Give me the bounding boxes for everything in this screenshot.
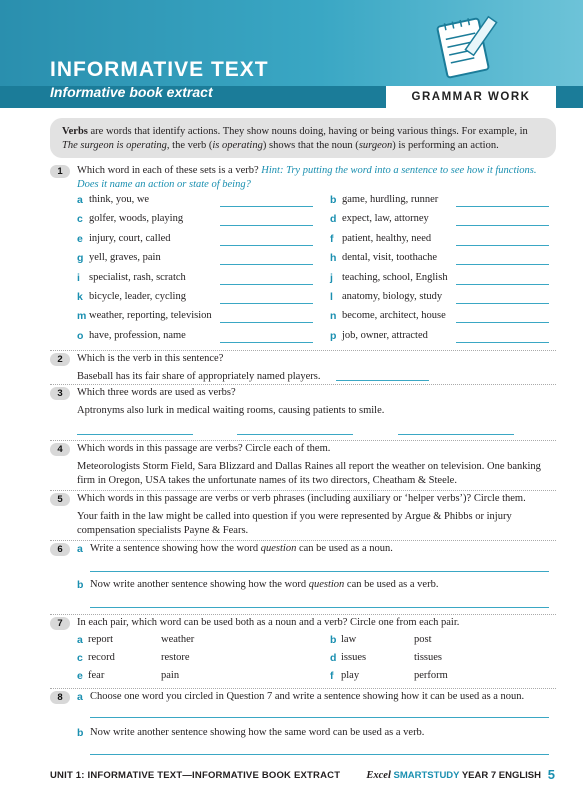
- notepad-pencil-icon: [436, 10, 506, 80]
- intro-box: [50, 118, 556, 158]
- divider: [50, 350, 556, 351]
- pair-letter: c: [77, 652, 83, 664]
- intro-example: surgeon: [358, 140, 393, 151]
- question-hint: Hint: Try putting the word into a sentence to see how it functions. Does it name an action or state of being?: [77, 165, 537, 190]
- option-letter: l: [330, 291, 333, 303]
- option-letter: d: [330, 213, 337, 226]
- pair-letter: d: [330, 652, 337, 664]
- answer-line[interactable]: [220, 225, 313, 226]
- option-words: bicycle, leader, cycling: [89, 291, 186, 302]
- question-text: Which three words are used as verbs?: [77, 387, 236, 398]
- pair-word[interactable]: fear: [88, 670, 105, 681]
- part-letter: a: [77, 543, 83, 555]
- part-letter: b: [77, 579, 84, 591]
- question-text: [77, 164, 557, 192]
- answer-line[interactable]: [220, 342, 313, 343]
- option-letter: i: [77, 271, 80, 284]
- option-words: weather, reporting, television: [89, 310, 212, 322]
- answer-line[interactable]: [398, 434, 514, 435]
- footer-brand-name: Excel: [366, 770, 391, 781]
- intro-text: , the verb (: [166, 140, 213, 151]
- option-letter: o: [77, 329, 84, 342]
- option-letter: b: [330, 194, 337, 206]
- option-letter: e: [77, 232, 83, 245]
- question-text: Choose one word you circled in Question 7 and write a sentence showing how it can be used as a noun.: [90, 691, 525, 702]
- option-words: have, profession, name: [89, 329, 186, 341]
- divider: [50, 614, 556, 615]
- question-text: [90, 578, 570, 592]
- answer-line[interactable]: [77, 434, 193, 435]
- question-text: Which words in this passage are verbs? Circle each of them.: [77, 443, 331, 454]
- question-text-part: Write a sentence showing how the word: [90, 543, 261, 554]
- option-letter: j: [330, 271, 333, 284]
- pair-word[interactable]: weather: [161, 634, 195, 645]
- question-text: In each pair, which word can be used both as a noun and a verb? Circle one from each pair.: [77, 617, 460, 628]
- answer-line[interactable]: [456, 206, 549, 207]
- intro-example: is operating: [212, 140, 263, 151]
- pair-word[interactable]: restore: [161, 652, 190, 663]
- question-text-part: can be used as a noun.: [296, 543, 393, 554]
- divider: [50, 490, 556, 491]
- pair-word[interactable]: perform: [414, 670, 448, 681]
- answer-line[interactable]: [456, 342, 549, 343]
- divider: [50, 440, 556, 441]
- option-words: patient, healthy, need: [342, 232, 432, 244]
- divider: [50, 688, 556, 689]
- footer-unit: UNIT 1: INFORMATIVE TEXT—INFORMATIVE BOOK EXTRACT: [50, 770, 341, 781]
- option-words: yell, graves, pain: [89, 252, 161, 264]
- question-text: Which words in this passage are verbs or verb phrases (including auxiliary or ‘helper verbs’)? Circle them.: [77, 493, 526, 504]
- question-text: [90, 542, 570, 556]
- answer-line[interactable]: [456, 225, 549, 226]
- question-number: 4: [50, 443, 70, 456]
- question-passage: Aptronyms also lurk in medical waiting rooms, causing patients to smile.: [77, 405, 385, 416]
- option-words: teaching, school, English: [342, 271, 448, 283]
- question-text-part: can be used as a verb.: [344, 579, 439, 590]
- option-words: anatomy, biology, study: [342, 291, 443, 302]
- option-words: expect, law, attorney: [342, 213, 429, 225]
- answer-line[interactable]: [456, 245, 549, 246]
- part-letter: a: [77, 691, 83, 703]
- page-title: INFORMATIVE TEXT: [50, 58, 269, 81]
- question-passage: Baseball has its fair share of appropriately named players.: [77, 371, 321, 382]
- pair-letter: f: [330, 670, 334, 682]
- answer-line[interactable]: [90, 717, 549, 718]
- footer-brand: [366, 770, 541, 781]
- intro-term: Verbs: [62, 126, 88, 137]
- option-letter: a: [77, 194, 83, 206]
- intro-text: ) is performing an action.: [392, 140, 499, 151]
- pair-word[interactable]: report: [88, 634, 114, 645]
- answer-line[interactable]: [336, 380, 429, 381]
- answer-line[interactable]: [456, 303, 549, 304]
- pair-word[interactable]: tissues: [414, 652, 443, 663]
- option-words: specialist, rash, scratch: [89, 271, 186, 283]
- option-words: game, hurdling, runner: [342, 194, 439, 205]
- intro-text: are words that identify actions. They show nouns doing, having or being various things. For example, in: [87, 126, 528, 137]
- option-letter: c: [77, 213, 83, 226]
- page-subtitle: Informative book extract: [50, 84, 213, 100]
- option-letter: f: [330, 232, 334, 245]
- question-text: Which is the verb in this sentence?: [77, 353, 224, 364]
- answer-line[interactable]: [456, 322, 549, 323]
- pair-word[interactable]: post: [414, 634, 432, 645]
- question-text-part: question: [260, 543, 297, 554]
- intro-example: The surgeon is operating: [62, 140, 167, 151]
- section-label: GRAMMAR WORK: [386, 86, 556, 108]
- divider: [50, 540, 556, 541]
- question-number: 6: [50, 543, 70, 556]
- answer-line[interactable]: [456, 284, 549, 285]
- question-text-part: Now write another sentence showing how the word: [90, 579, 309, 590]
- option-letter: g: [77, 252, 84, 265]
- option-letter: p: [330, 329, 337, 342]
- answer-line[interactable]: [220, 245, 313, 246]
- pair-letter: a: [77, 634, 83, 646]
- pair-letter: b: [330, 634, 337, 646]
- question-number: 7: [50, 617, 70, 630]
- option-words: become, architect, house: [342, 310, 446, 322]
- option-letter: k: [77, 291, 83, 303]
- answer-line[interactable]: [90, 607, 549, 608]
- option-words: think, you, we: [89, 194, 150, 205]
- question-passage: Your faith in the law might be called into question if you were represented by Argue & Phibbs or injury compensation specialists Payne & Fears.: [77, 511, 512, 536]
- question-text-part: question: [308, 579, 345, 590]
- answer-line[interactable]: [220, 303, 313, 304]
- option-words: job, owner, attracted: [342, 329, 428, 341]
- divider: [50, 384, 556, 385]
- pair-word[interactable]: play: [341, 670, 360, 681]
- answer-line[interactable]: [237, 434, 353, 435]
- pair-letter: e: [77, 670, 83, 682]
- question-passage: Meteorologists Storm Field, Sara Blizzard and Dallas Raines all report the weather on television. One banking firm in Oregon, USA takes the unfortunate names of its two directors, Cheatham & Steele.: [77, 461, 541, 486]
- answer-line[interactable]: [220, 264, 313, 265]
- answer-line[interactable]: [220, 284, 313, 285]
- pair-word[interactable]: pain: [161, 670, 180, 681]
- pair-word[interactable]: record: [88, 652, 115, 663]
- footer-level: YEAR 7 ENGLISH: [461, 770, 541, 781]
- answer-line[interactable]: [90, 754, 549, 755]
- question-text: Now write another sentence showing how the same word can be used as a verb.: [90, 727, 425, 738]
- pair-word[interactable]: issues: [341, 652, 367, 663]
- answer-line[interactable]: [220, 322, 313, 323]
- option-letter: h: [330, 252, 337, 265]
- option-letter: m: [77, 310, 87, 323]
- question-number: 3: [50, 387, 70, 400]
- question-number: 8: [50, 691, 70, 704]
- intro-text: ) shows that the noun (: [262, 140, 359, 151]
- footer-series: SMARTSTUDY: [393, 770, 460, 781]
- page-number: 5: [547, 767, 555, 782]
- part-letter: b: [77, 727, 84, 739]
- option-words: injury, court, called: [89, 232, 171, 244]
- option-words: dental, visit, toothache: [342, 252, 438, 264]
- option-letter: n: [330, 310, 337, 323]
- answer-line[interactable]: [456, 264, 549, 265]
- answer-line[interactable]: [90, 571, 549, 572]
- question-number: 5: [50, 493, 70, 506]
- option-words: golfer, woods, playing: [89, 213, 184, 225]
- pair-word[interactable]: law: [341, 634, 357, 645]
- question-prompt: Which word in each of these sets is a verb?: [77, 165, 262, 176]
- question-number: 2: [50, 353, 70, 366]
- answer-line[interactable]: [220, 206, 313, 207]
- question-number: 1: [50, 165, 70, 178]
